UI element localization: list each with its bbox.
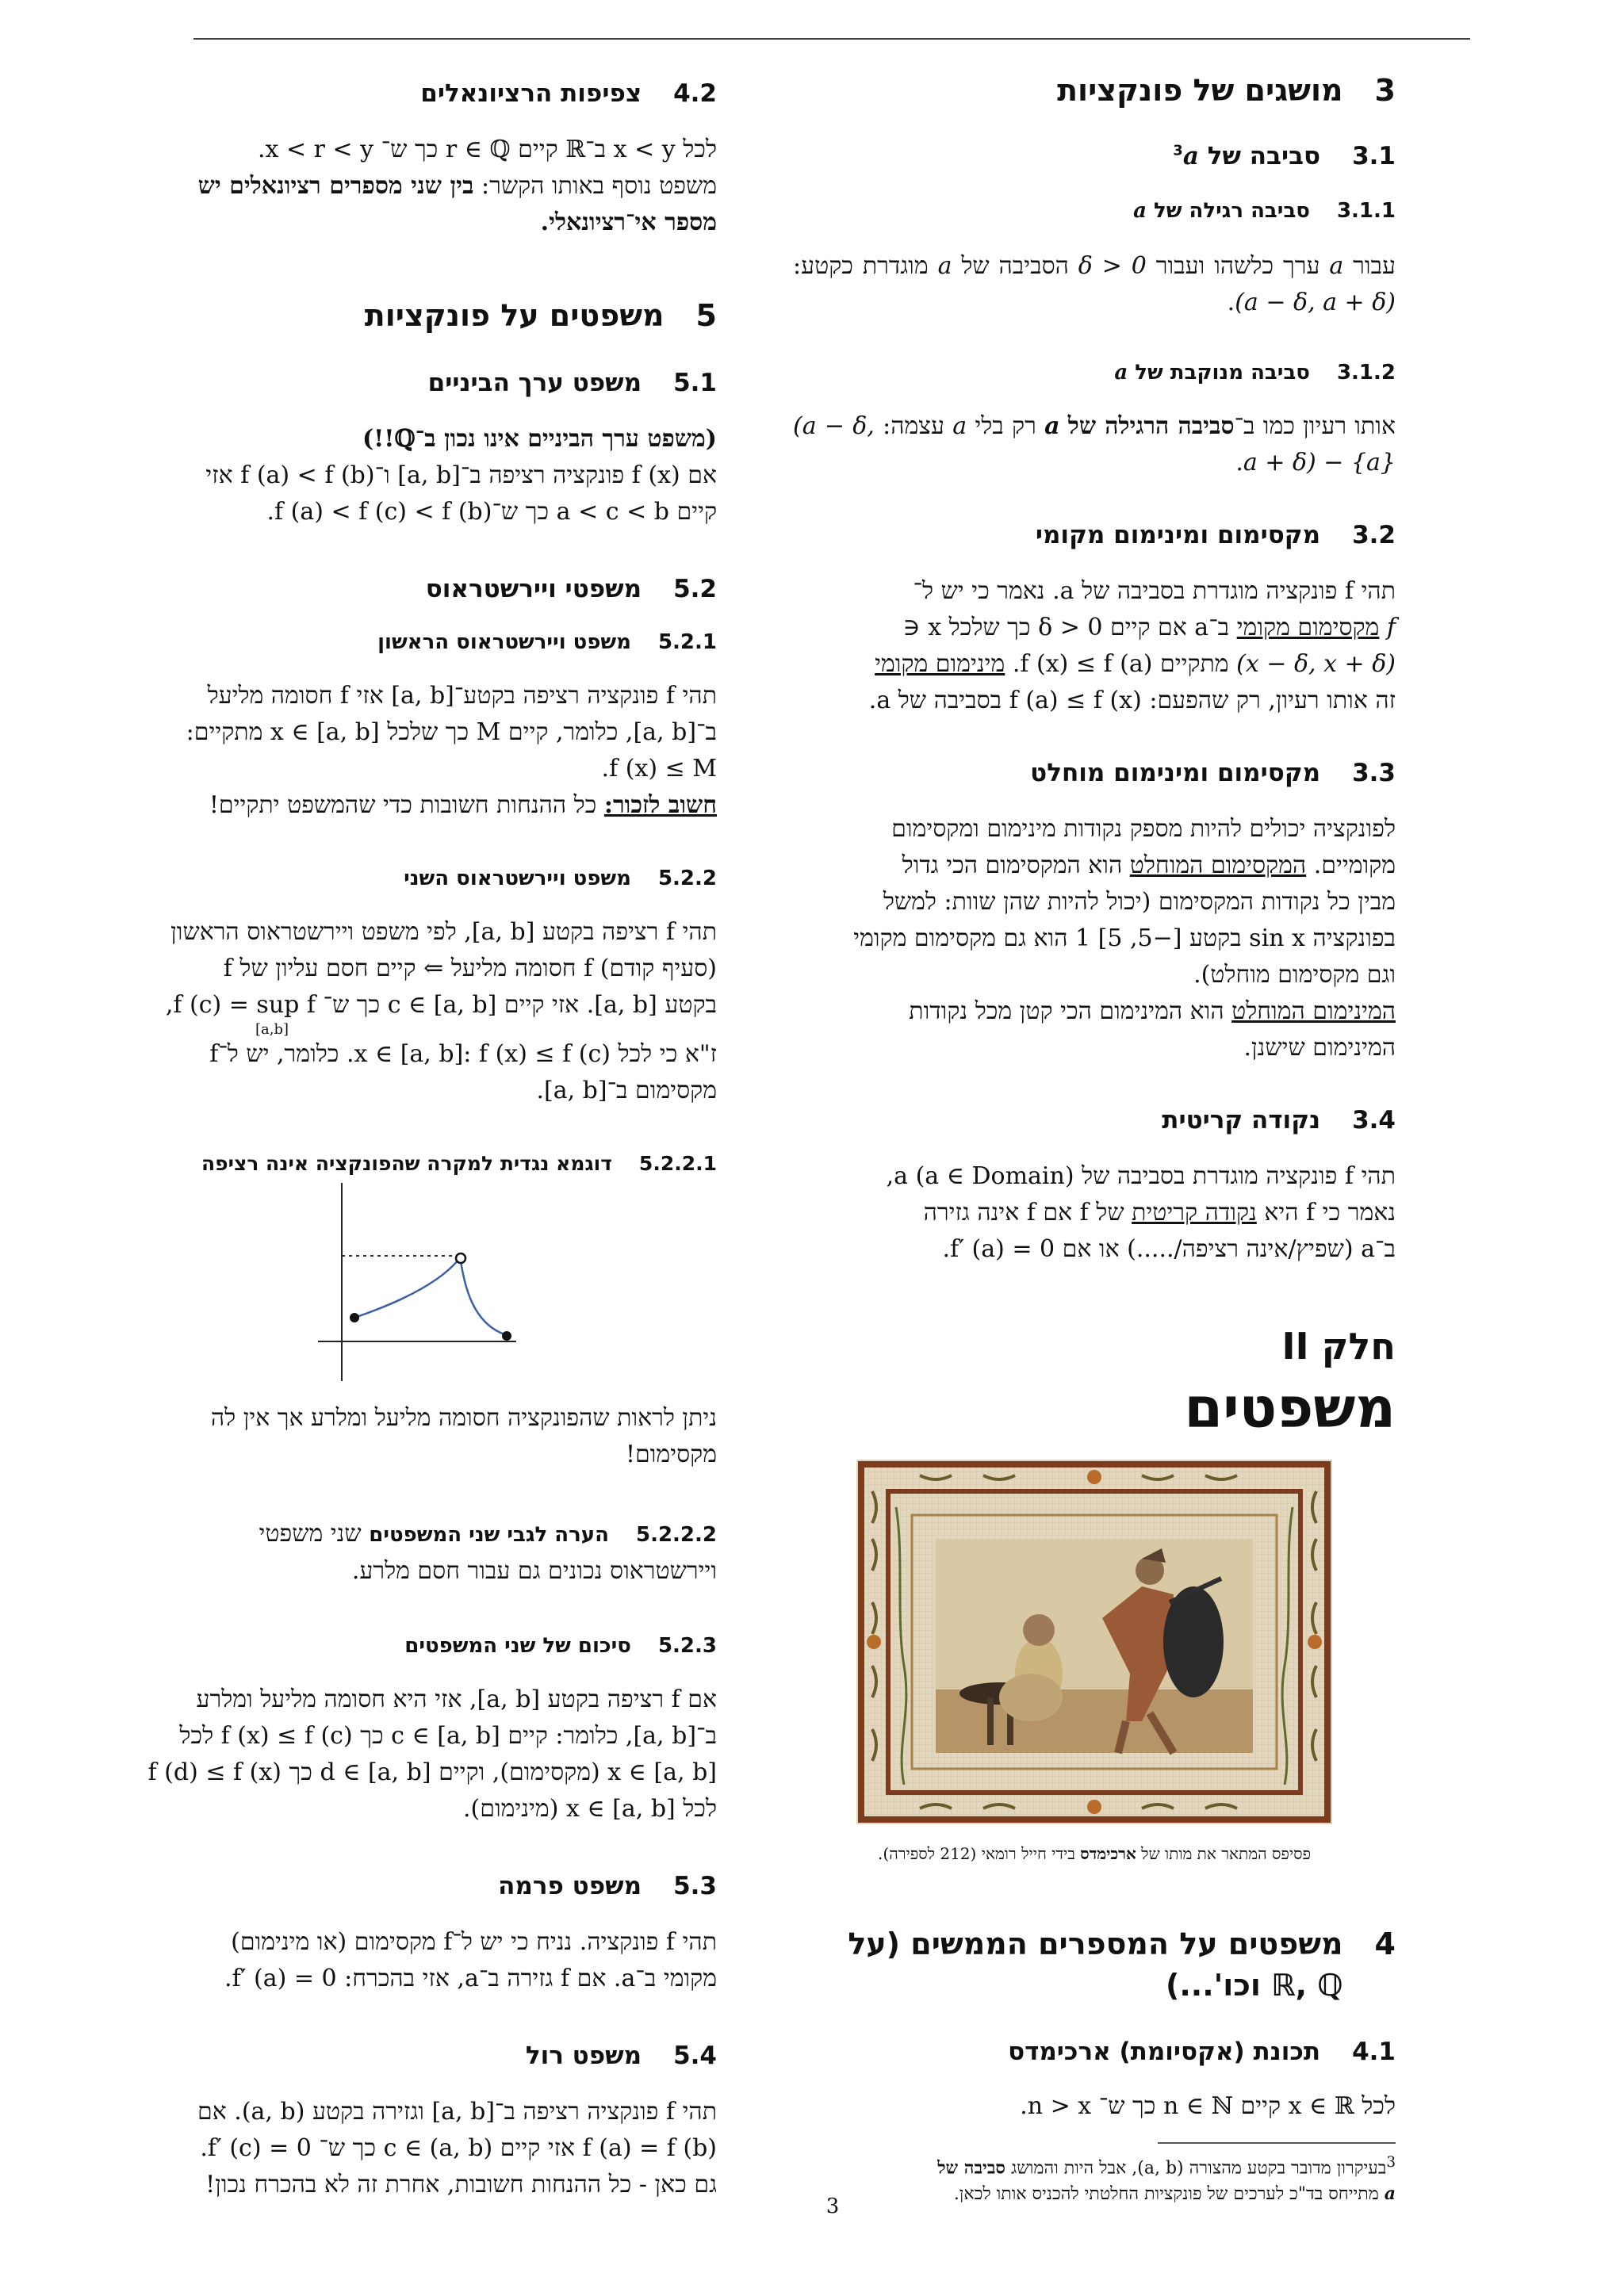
- section-title: מושגים של פונקציות: [1057, 73, 1343, 108]
- text: פסיפס המתאר את מותו של: [1141, 1844, 1311, 1864]
- text-line: f (a) = f (b) אזי קיים c ∈ (a, b) כך ש־ f′ (c) = 0.: [200, 2134, 717, 2163]
- section-title-line1: משפטים על המספרים הממשים (על: [848, 1927, 1343, 1962]
- text-line: תהי f פונקציה. נניח כי יש ל־f מקסימום (או מינימום): [231, 1928, 717, 1957]
- discontinuous-function-plot: [318, 1183, 516, 1389]
- text: נאמר כי f היא: [1264, 1199, 1396, 1227]
- section-title: הערה לגבי שני המשפטים: [369, 1523, 609, 1548]
- section-number: 4: [1374, 1927, 1396, 1962]
- section-3-4-heading: [793, 1106, 1396, 1135]
- text-line: ב־[a, b], כלומר: קיים c ∈ [a, b] כך f (x) ≤ f (c) לכל: [179, 1722, 717, 1751]
- section-3-1-heading: [793, 142, 1396, 170]
- underlined-term: המינימום המוחלט: [1231, 997, 1396, 1026]
- footnote-marker: 3: [1386, 2153, 1396, 2171]
- section-number: 5.4: [673, 2042, 717, 2071]
- paragraph-3-1-2: [793, 408, 1396, 481]
- paragraph-3-3: [793, 811, 1396, 1066]
- section-title: משפט רול: [525, 2042, 642, 2071]
- math: a: [952, 412, 967, 441]
- text-line: ויירשטראוס נכונים גם עבור חסם מלרע.: [351, 1557, 717, 1586]
- paragraph-5-2-3: [117, 1682, 717, 1827]
- underlined-term: המקסימום המוחלט: [1129, 851, 1307, 880]
- math: f: [1386, 614, 1396, 642]
- text-line: תהי f פונקציה רציפה ב־[a, b] וגזירה בקטע (a, b). אם: [197, 2098, 717, 2126]
- section-5-1-heading: [117, 369, 717, 397]
- page-number: 3: [825, 2195, 840, 2218]
- math: a: [937, 252, 952, 281]
- text: .: [1227, 289, 1235, 317]
- section-title: משפט ערך הביניים: [427, 369, 642, 398]
- left-column: [117, 63, 717, 2203]
- text: ב־a אם קיים δ > 0 כך שלכל x ∈: [902, 614, 1230, 642]
- text: של f אם f אינה גזירה: [923, 1199, 1124, 1227]
- text: רק בלי: [975, 412, 1036, 441]
- section-4-heading: [793, 1924, 1396, 2006]
- text: אותו רעיון כמו ב־: [1234, 412, 1396, 441]
- section-3-3-heading: [793, 759, 1396, 787]
- math-var: a: [1133, 199, 1147, 224]
- section-title: דוגמא נגדית למקרה שהפונקציה אינה רציפה: [201, 1152, 612, 1176]
- section-title: תכונת (אקסיומת) ארכימדס: [1008, 2037, 1321, 2066]
- section-number: 3.1.1: [1336, 199, 1396, 224]
- section-5-2-heading: [117, 575, 717, 603]
- math: a: [1329, 252, 1344, 281]
- text-line: ב־a (שפיץ/אינה רציפה/.....) או אם f′ (a) = 0.: [942, 1235, 1396, 1264]
- paragraph-5-2-2-1: [117, 1400, 717, 1473]
- text-line: ז"א כי לכל x ∈ [a, b]: f (x) ≤ f (c). כלומר, יש ל־f: [209, 1040, 717, 1069]
- section-title: נקודה קריטית: [1162, 1106, 1321, 1135]
- bold-text: (משפט ערך הביניים אינו נכון ב־ℚ!!): [362, 425, 717, 453]
- section-number: 3.1: [1352, 142, 1396, 171]
- section-title: סיכום של שני המשפטים: [404, 1634, 631, 1659]
- section-3-2-heading: [793, 521, 1396, 549]
- top-rule: [193, 38, 1470, 40]
- math: (a − δ, a + δ) − {a}: [793, 412, 1396, 477]
- section-number: 3.4: [1352, 1106, 1396, 1135]
- text-line: מקסימום!: [625, 1441, 717, 1469]
- bold-text: בין שני מספרים רציונאלים יש: [197, 172, 474, 200]
- paragraph-5-2-2: [117, 914, 717, 1109]
- section-number: 4.2: [673, 79, 717, 108]
- text-line: וגם מקסימום מוחלט).: [1193, 961, 1396, 989]
- text-line: אם f רציפה בקטע [a, b], אזי היא חסומה מליעל ומלרע: [196, 1686, 717, 1714]
- section-5-2-2-2-heading: [369, 1517, 717, 1553]
- paragraph-4-2: [117, 132, 717, 241]
- paragraph-5-4: [117, 2094, 717, 2203]
- section-4-2-heading: [117, 79, 717, 108]
- text: מקומיים.: [1313, 851, 1396, 880]
- math: δ > 0: [1078, 252, 1147, 281]
- section-title-line2: ℝ, ℚ וכו'...): [1165, 1967, 1343, 2003]
- text: הסביבה של: [961, 252, 1069, 281]
- text: שני משפטי: [259, 1520, 362, 1548]
- section-5-2-3-heading: [117, 1634, 717, 1658]
- section-title: צפיפות הרציונאלים: [420, 79, 642, 108]
- section-number: 3.3: [1352, 759, 1396, 788]
- underlined-term: מינימום מקומי: [875, 650, 1005, 679]
- text-line: תהי f פונקציה מוגדרת בסביבה של a (a ∈ Domain),: [886, 1162, 1396, 1191]
- text-line: לכל x ∈ [a, b] (מינימום).: [463, 1795, 717, 1823]
- footnote-marker: 3: [1173, 143, 1183, 160]
- text-line: x ∈ [a, b] (מקסימום), וקיים d ∈ [a, b] כך f (d) ≤ f (x): [147, 1758, 717, 1787]
- text-line: בקטע [a, b]. אזי קיים c ∈ [a, b] כך ש־ f (c) = sup f,: [165, 991, 717, 1020]
- section-title: משפט ויירשטראוס הראשון: [377, 630, 631, 655]
- text-line: ניתן לראות שהפונקציה חסומה מליעל ומלרע אך אין לה: [210, 1404, 717, 1433]
- section-title: סביבה רגילה של: [1154, 199, 1310, 224]
- section-5-heading: [117, 297, 717, 335]
- section-3-1-2-heading: [793, 361, 1396, 385]
- section-number: 5.2.2: [657, 867, 717, 891]
- math: (a − δ, a + δ): [1235, 289, 1396, 317]
- paragraph-3-1-1: [793, 248, 1396, 321]
- section-title: סביבה מנוקבת של: [1135, 361, 1310, 385]
- text: .: [1235, 449, 1243, 477]
- section-5-4-heading: [117, 2042, 717, 2070]
- underlined-term: נקודה קריטית: [1132, 1199, 1257, 1227]
- section-number: 5.2.1: [657, 630, 717, 655]
- text: ערך כלשהו ועבור: [1155, 252, 1320, 281]
- section-title: משפט ויירשטראוס השני: [404, 867, 631, 891]
- section-number: 5.2: [673, 575, 717, 604]
- text-line: תהי f רציפה בקטע [a, b], לפי משפט ויירשטראוס הראשון: [170, 918, 717, 947]
- math-var: a: [1114, 361, 1128, 385]
- text-line: קיים a < c < b כך ש־f (a) < f (c) < f (b).: [266, 498, 717, 526]
- section-4-1-heading: [793, 2038, 1396, 2066]
- section-number: 3: [1374, 73, 1396, 108]
- text: הוא המינימום הכי קטן מכל נקודות: [909, 997, 1224, 1026]
- part-heading: [793, 1325, 1396, 1441]
- mosaic-image: [793, 1460, 1396, 1824]
- section-number: 5.2.2.1: [638, 1152, 717, 1176]
- text-line: מקומי ב־a. אם f גזירה ב־a, אזי בהכרח: f′ (a) = 0.: [224, 1965, 717, 1993]
- section-title: משפטי ויירשטראוס: [425, 575, 642, 604]
- paragraph-3-4: [793, 1158, 1396, 1268]
- section-title: מקסימום ומינימום מקומי: [1035, 521, 1321, 550]
- bold-text: סביבה הרגילה של: [1067, 412, 1235, 441]
- text-line: בפונקציה sin x בקטע [−5, 5] 1 הוא גם מקסימום מקומי: [853, 924, 1396, 953]
- section-number: 3.1.2: [1336, 361, 1396, 385]
- text-line: f (x) ≤ M.: [601, 755, 717, 783]
- text: עבור: [1353, 252, 1396, 281]
- text-line: (סעיף קודם) f חסומה מליעל ⇐ קיים חסם עליון של f: [223, 955, 717, 983]
- text: בידי חייל רומאי (212 לספירה).: [878, 1844, 1075, 1864]
- text: כל ההנחות חשובות כדי שהמשפט יתקיים!: [209, 791, 597, 820]
- text: הוא המקסימום הכי גדול: [902, 851, 1123, 880]
- text-line: תהי f פונקציה רציפה בקטע־[a, b] אזי f חסומה מליעל: [207, 682, 717, 710]
- text: משפט נוסף באותו הקשר:: [481, 172, 717, 200]
- text-line: אם f (x) פונקציה רציפה ב־[a, b] ו־f (a) < f (b) אזי: [205, 461, 717, 490]
- paragraph-3-2: [793, 573, 1396, 719]
- text: מתייחס בד"כ לערכים של פונקציות החלטתי להכניס אותו לכאן.: [953, 2184, 1379, 2205]
- text: בעיקרון מדובר בקטע מהצורה (a, b), אבל היות והמושג: [1010, 2158, 1387, 2179]
- section-3-heading: [793, 71, 1396, 110]
- section-number: 5: [695, 298, 717, 333]
- bold-text: סביבה של: [937, 2157, 1005, 2179]
- section-number: 5.1: [673, 369, 717, 398]
- math: a: [1044, 412, 1060, 441]
- bold-text: ארכימדס: [1080, 1844, 1136, 1864]
- text: עצמה:: [883, 412, 944, 441]
- math-var: a: [1182, 142, 1199, 171]
- counterexample-graph: [117, 1183, 717, 1389]
- part-title: משפטים: [1184, 1376, 1396, 1441]
- section-title: סביבה של: [1207, 142, 1321, 171]
- archimedes-mosaic-illustration: [856, 1460, 1332, 1824]
- section-number: 5.2.2.2: [636, 1523, 717, 1548]
- section-5-3-heading: [117, 1872, 717, 1900]
- math: a: [1384, 2183, 1396, 2205]
- footnote-rule: [1158, 2142, 1396, 2144]
- paragraph-5-2-2-2: [117, 1516, 717, 1590]
- math: (x − δ, x + δ): [1236, 650, 1396, 679]
- section-number: 3.2: [1352, 521, 1396, 550]
- text-line: גם כאן - כל ההנחות חשובות, אחרת זה לא בהכרח נכון!: [205, 2171, 717, 2199]
- section-title: משפטים על פונקציות: [364, 298, 665, 333]
- section-title: משפט פרמה: [498, 1872, 642, 1901]
- bold-text: מספר אי־רציונאלי.: [540, 209, 717, 236]
- text-line: ב־[a, b], כלומר, קיים M כך שלכל x ∈ [a, b] מתקיים:: [186, 718, 717, 747]
- subscript-text: [a,b]: [255, 1021, 289, 1039]
- section-number: 5.2.3: [657, 1634, 717, 1659]
- bold-underlined-text: חשוב לזכור:: [603, 791, 717, 820]
- text-line: תהי f פונקציה מוגדרת בסביבה של a. נאמר כי יש ל־: [913, 577, 1396, 606]
- underlined-term: מקסימום מקומי: [1236, 614, 1380, 642]
- text: מוגדרת כקטע:: [793, 252, 929, 281]
- section-3-1-1-heading: [793, 199, 1396, 223]
- section-5-2-2-heading: [117, 867, 717, 890]
- text-line: זה אותו רעיון, רק שהפעם: f (a) ≤ f (x) בסביבה של a.: [868, 687, 1396, 715]
- text-line: המינימום שישנן.: [1243, 1034, 1396, 1062]
- text-line: לכל x < y ב־ℝ קיים r ∈ ℚ כך ש־ x < r < y.: [257, 136, 717, 163]
- paragraph-5-2-1: [117, 678, 717, 824]
- text-line: לפונקציה יכולים להיות מספק נקודות מינימום ומקסימום: [891, 815, 1396, 844]
- section-5-2-2-1-heading: [117, 1152, 717, 1175]
- section-5-2-1-heading: [117, 630, 717, 654]
- paragraph-5-3: [117, 1924, 717, 1997]
- paragraph-5-1: [117, 421, 717, 530]
- section-title: מקסימום ומינימום מוחלט: [1030, 759, 1321, 788]
- text-line: מבין כל נקודות המקסימום (יכול להיות שהן שוות: למשל: [883, 888, 1396, 916]
- right-column: [793, 63, 1396, 2207]
- mosaic-caption: [793, 1835, 1396, 1872]
- section-number: 5.3: [673, 1872, 717, 1901]
- footnote-3: [793, 2150, 1396, 2207]
- text: מתקיים f (x) ≤ f (a).: [1012, 650, 1229, 679]
- text-line: מקסימום ב־[a, b].: [536, 1077, 717, 1105]
- part-label: חלק II: [1281, 1325, 1396, 1368]
- paragraph-4-1: לכל x ∈ ℝ קיים n ∈ ℕ כך ש־ n > x.: [1020, 2091, 1396, 2120]
- section-number: 4.1: [1352, 2037, 1396, 2066]
